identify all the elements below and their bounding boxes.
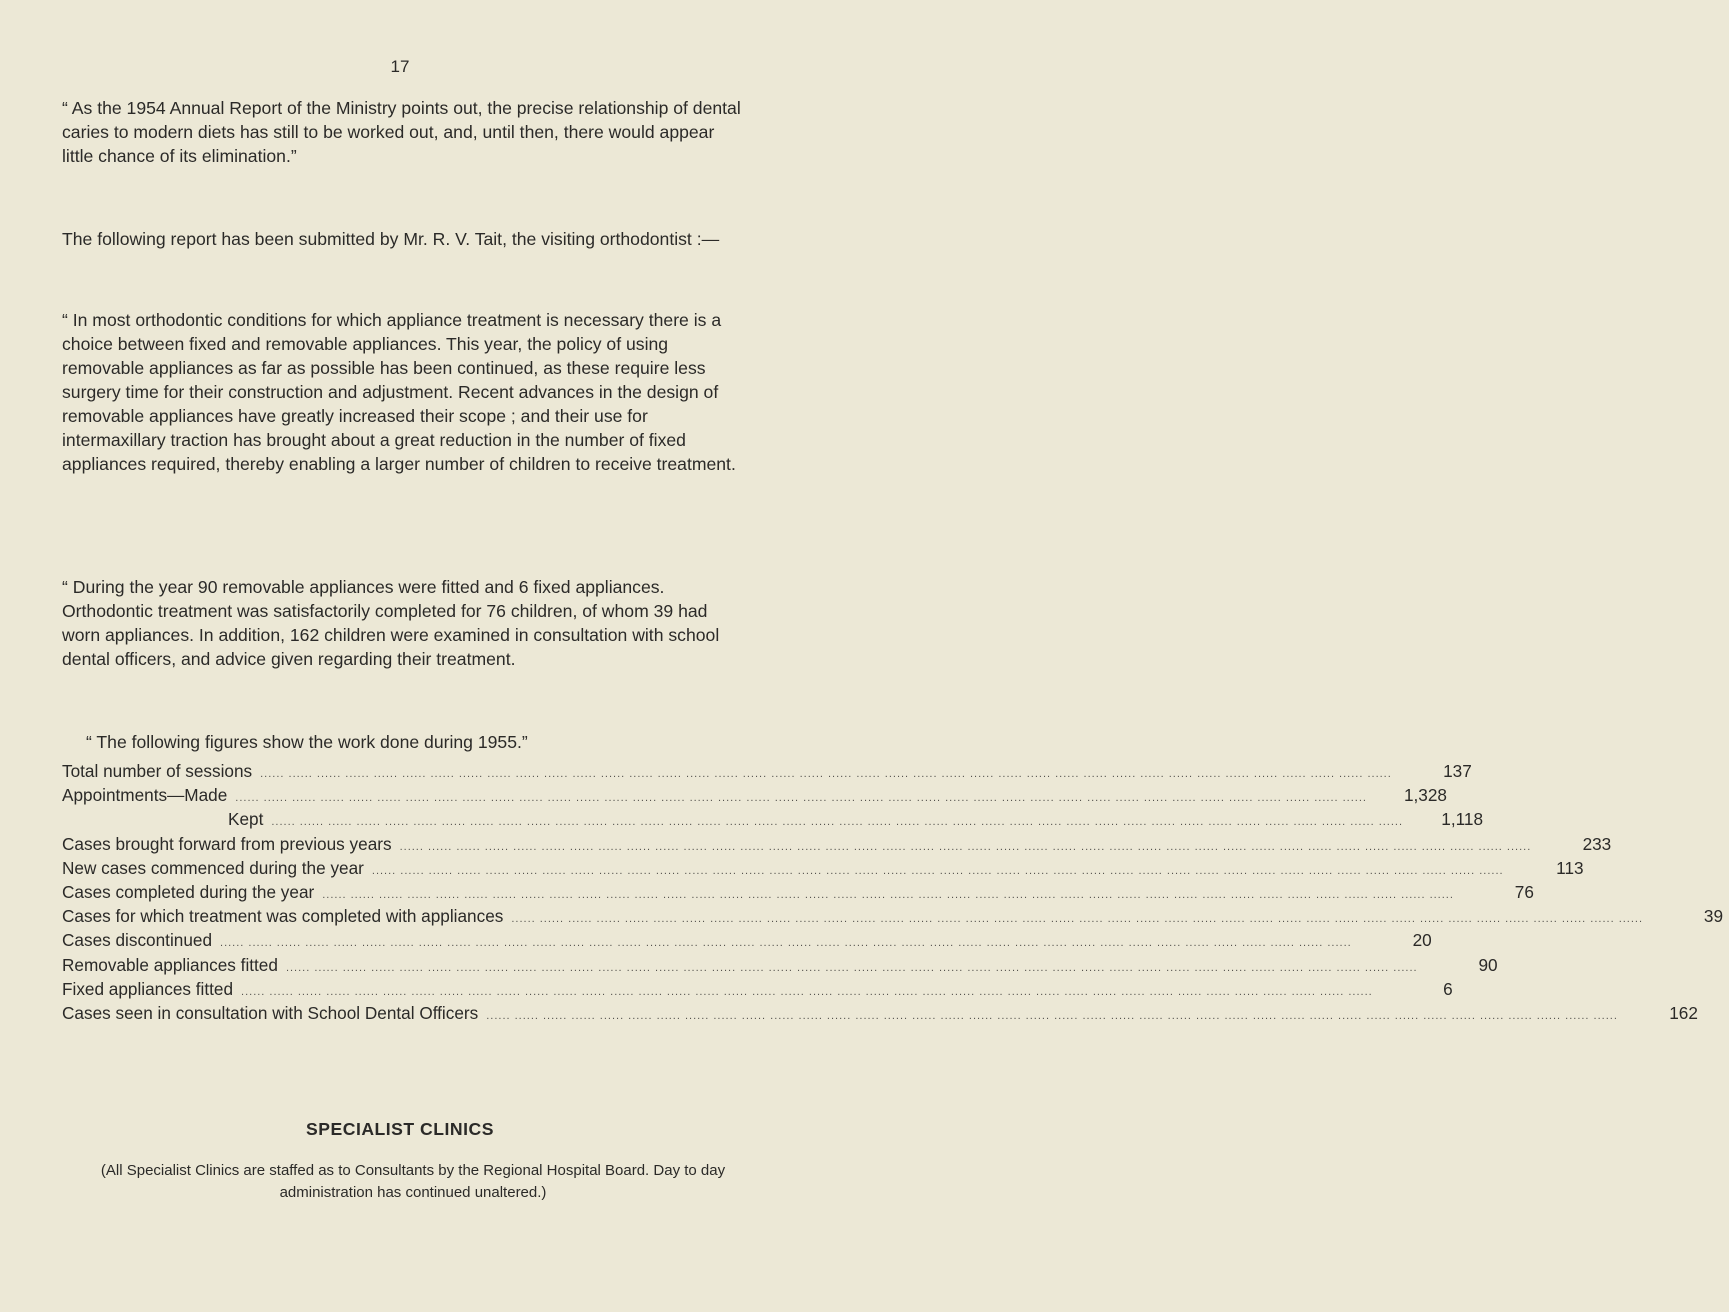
row-value: 76 (1514, 881, 1534, 902)
dot-leader: ...... ...... ...... ...... ...... ...... ...... ...... ...... ...... ...... ...... ...... ...... ...... ...... ...... ...... ...... ...... ...... ...... ...... ...... ...... ...... ...... ...... ...... ...... ...... ...... ...... ...... ...... ...... ...... ...... ...... ...... (271, 816, 1404, 829)
table-row (62, 1002, 1698, 1027)
work-figures-table (62, 761, 1724, 1027)
table-row (62, 978, 1453, 1003)
page-number: 17 (390, 57, 410, 76)
dot-leader: ...... ...... ...... ...... ...... ...... ...... ...... ...... ...... ...... ...... ...... ...... ...... ...... ...... ...... ...... ...... ...... ...... ...... ...... ...... ...... ...... ...... ...... ...... ...... ...... ...... ...... ...... ...... ...... ...... ...... ...... (220, 937, 1352, 950)
dot-leader: ...... ...... ...... ...... ...... ...... ...... ...... ...... ...... ...... ...... ...... ...... ...... ...... ...... ...... ...... ...... ...... ...... ...... ...... ...... ...... ...... ...... ...... ...... ...... ...... ...... ...... ...... ...... ...... ...... ...... ...... (241, 985, 1373, 998)
row-value: 90 (1478, 954, 1498, 975)
dot-leader: ...... ...... ...... ...... ...... ...... ...... ...... ...... ...... ...... ...... ...... ...... ...... ...... ...... ...... ...... ...... ...... ...... ...... ...... ...... ...... ...... ...... ...... ...... ...... ...... ...... ...... ...... ...... ...... ...... ...... ...... (285, 961, 1418, 974)
dot-leader: ...... ...... ...... ...... ...... ...... ...... ...... ...... ...... ...... ...... ...... ...... ...... ...... ...... ...... ...... ...... ...... ...... ...... ...... ...... ...... ...... ...... ...... ...... ...... ...... ...... ...... ...... ...... ...... ...... ...... ...... (235, 792, 1367, 805)
row-label: Cases brought forward from previous years (62, 833, 392, 854)
row-value: 233 (1582, 833, 1612, 854)
row-value: 113 (1556, 857, 1584, 878)
dot-leader: ...... ...... ...... ...... ...... ...... ...... ...... ...... ...... ...... ...... ...... ...... ...... ...... ...... ...... ...... ...... ...... ...... ...... ...... ...... ...... ...... ...... ...... ...... ...... ...... ...... ...... ...... ...... ...... ...... ...... ...... (260, 768, 1392, 780)
paragraph-report-intro: The following report has been submitted by Mr. R. V. Tait, the visiting orthodontist :— (62, 229, 720, 249)
table-row (62, 906, 1724, 930)
row-value: 1,118 (1441, 809, 1484, 830)
section-heading: SPECIALIST CLINICS (306, 1119, 494, 1139)
table-row (62, 857, 1584, 882)
row-value: 162 (1669, 1002, 1698, 1023)
row-label: New cases commenced during the year (62, 857, 364, 878)
table-row (62, 930, 1432, 954)
row-label: Appointments—Made (62, 785, 228, 806)
dot-leader: ...... ...... ...... ...... ...... ...... ...... ...... ...... ...... ...... ...... ...... ...... ...... ...... ...... ...... ...... ...... ...... ...... ...... ...... ...... ...... ...... ...... ...... ...... ...... ...... ...... ...... ...... ...... ...... ...... ...... ...... (322, 888, 1454, 901)
dot-leader: ...... ...... ...... ...... ...... ...... ...... ...... ...... ...... ...... ...... ...... ...... ...... ...... ...... ...... ...... ...... ...... ...... ...... ...... ...... ...... ...... ...... ...... ...... ...... ...... ...... ...... ...... ...... ...... ...... ...... ...... (371, 864, 1504, 877)
paragraph-figures-intro: “ The following figures show the work done during 1955.” (86, 732, 528, 752)
dot-leader: ...... ...... ...... ...... ...... ...... ...... ...... ...... ...... ...... ...... ...... ...... ...... ...... ...... ...... ...... ...... ...... ...... ...... ...... ...... ...... ...... ...... ...... ...... ...... ...... ...... ...... ...... ...... ...... ...... ...... ...... (399, 840, 1532, 853)
row-label: Fixed appliances fitted (62, 978, 234, 999)
dot-leader: ...... ...... ...... ...... ...... ...... ...... ...... ...... ...... ...... ...... ...... ...... ...... ...... ...... ...... ...... ...... ...... ...... ...... ...... ...... ...... ...... ...... ...... ...... ...... ...... ...... ...... ...... ...... ...... ...... ...... ...... (511, 913, 1644, 926)
row-label: Cases completed during the year (62, 881, 315, 902)
row-label: Cases discontinued (62, 930, 213, 951)
paragraph-appliance-policy: “ In most orthodontic conditions for which appliance treatment is necessary there is a choice between fixed and removable appliances. This year, the policy of using removable appliances as far as possible has been continued, as these require less surgery time for their construction and adjustment. Recent advances in the design of removable appliances have greatly increased their scope ; and their use for intermaxillary traction has brought about a great reduction in the number of fixed appliances required, thereby enabling a larger number of children to receive treatment. (62, 310, 736, 474)
paragraph-ministry-quote: “ As the 1954 Annual Report of the Ministry points out, the precise relationship of dental caries to modern diets has still to be worked out, and, until then, there would appear little chance of its elimination.” (62, 98, 741, 166)
row-value: 20 (1412, 930, 1432, 951)
paragraph-year-summary: “ During the year 90 removable appliances were fitted and 6 fixed appliances. Orthodontic treatment was satisfactorily completed for 76 children, of whom 39 had worn appliances. In addition, 162 children were examined in consultation with school dental officers, and advice given regarding their treatment. (62, 577, 720, 669)
dot-leader: ...... ...... ...... ...... ...... ...... ...... ...... ...... ...... ...... ...... ...... ...... ...... ...... ...... ...... ...... ...... ...... ...... ...... ...... ...... ...... ...... ...... ...... ...... ...... ...... ...... ...... ...... ...... ...... ...... ...... ...... (486, 1009, 1618, 1022)
table-row (62, 785, 1447, 809)
row-label: Cases seen in consultation with School Dental Officers (62, 1002, 479, 1023)
row-value: 39 (1703, 906, 1724, 927)
table-row (62, 809, 1484, 833)
row-label: Kept (228, 809, 264, 830)
table-row (62, 954, 1498, 979)
row-value: 6 (1443, 978, 1453, 999)
row-label: Cases for which treatment was completed with appliances (62, 906, 504, 927)
table-row (62, 761, 1472, 785)
row-label: Total number of sessions (62, 761, 253, 781)
section-note: (All Specialist Clinics are staffed as to Consultants by the Regional Hospital Board. Day to day administration has continued unaltered.) (100, 1162, 726, 1201)
table-row (62, 833, 1612, 858)
row-value: 137 (1443, 761, 1472, 781)
table-row (62, 881, 1534, 906)
row-label: Removable appliances fitted (62, 954, 278, 975)
row-value: 1,328 (1403, 785, 1447, 806)
